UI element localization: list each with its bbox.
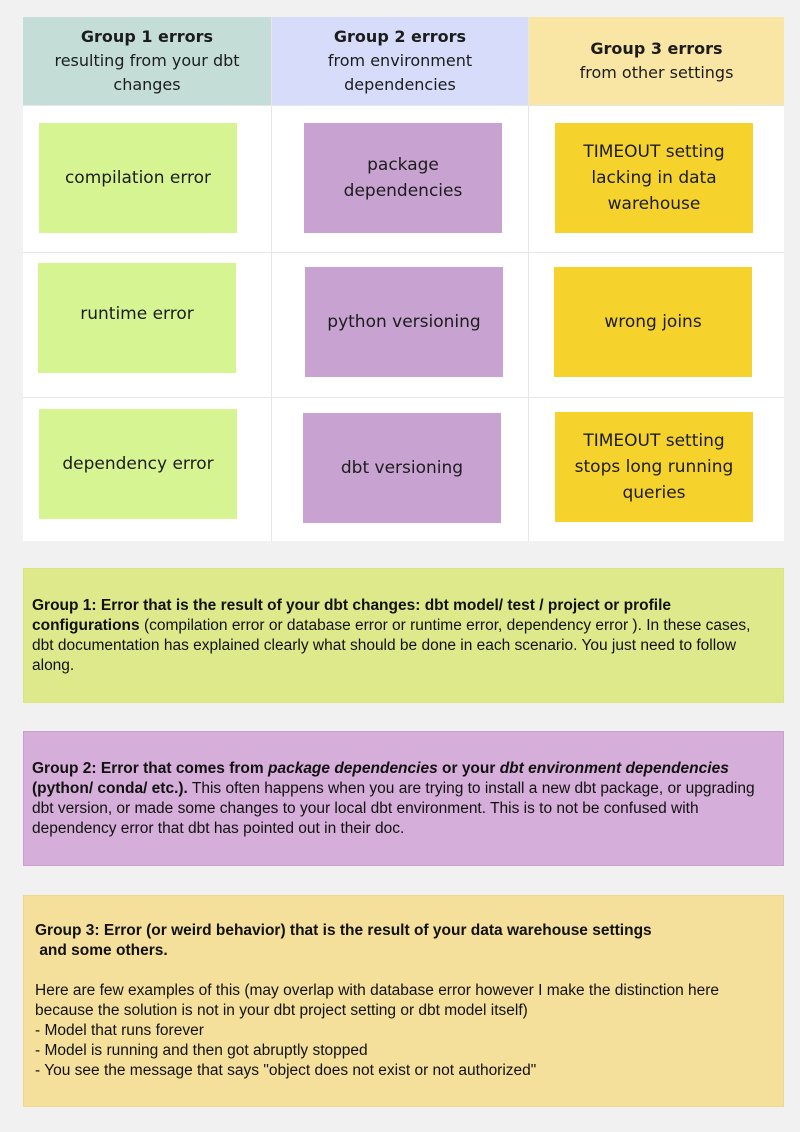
row-divider [23, 252, 784, 253]
sticky-note-dbt-versioning: dbt versioning [303, 413, 501, 523]
group-3-item: - Model is running and then got abruptly stopped [35, 1042, 368, 1059]
group-2-heading: Group 2: Error that comes from [32, 759, 268, 777]
sticky-note-timeout-lacking: TIMEOUT setting lacking in data warehouse [555, 123, 753, 233]
header-group-1 [23, 17, 271, 105]
group-3-description [23, 895, 784, 1107]
sticky-note-dependency-error: dependency error [39, 409, 237, 519]
group-1-heading: Group 1: Error that is the result of your dbt changes: dbt model/ test / project or profile configurations [32, 596, 672, 634]
sticky-note-runtime-error: runtime error [38, 263, 236, 373]
sticky-note-compilation-error: compilation error [39, 123, 237, 233]
group-3-heading-line2: and some others. [39, 942, 168, 959]
group-2-description [23, 731, 784, 866]
sticky-note-package-dependencies: package dependencies [304, 123, 502, 233]
header-subtitle: from other settings [579, 63, 734, 82]
header-title: Group 3 errors [590, 39, 723, 58]
header-title: Group 2 errors [333, 27, 467, 46]
group-2-text: This often happens when you are trying to install a new dbt package, or upgrading dbt version, or made some changes to your local dbt environment. This is to not be confused with dependency error that dbt has pointed out in their doc. [32, 779, 755, 837]
header-subtitle: resulting from your dbt changes [54, 51, 240, 94]
group-2-heading-cont: or your [437, 759, 500, 777]
sticky-note-wrong-joins: wrong joins [554, 267, 752, 377]
header-subtitle: from environment dependencies [327, 51, 473, 94]
group-1-description [23, 568, 784, 703]
header-group-2 [272, 17, 528, 105]
group-3-item: - You see the message that says "object does not exist or not authorized" [35, 1062, 537, 1079]
group-3-intro: Here are few examples of this (may overlap with database error however I make the distinction here because the solution is not in your dbt project setting or dbt model itself) [35, 982, 720, 1019]
header-group-3 [529, 17, 784, 105]
group-3-item: - Model that runs forever [35, 1022, 204, 1039]
row-divider [23, 397, 784, 398]
group-2-heading-end: (python/ conda/ etc.). [32, 779, 188, 797]
row-divider [23, 105, 784, 106]
sticky-note-timeout-stops: TIMEOUT setting stops long running queries [555, 412, 753, 522]
sticky-note-python-versioning: python versioning [305, 267, 503, 377]
group-1-text: (compilation error or database error or runtime error, dependency error ). In these cases, dbt documentation has explained clearly what should be done in each scenario. You just need to follow along. [32, 616, 751, 674]
column-divider [271, 17, 272, 541]
error-groups-table [23, 17, 784, 541]
header-title: Group 1 errors [80, 27, 214, 46]
group-2-emphasis: dbt environment dependencies [499, 759, 729, 777]
group-3-heading: Group 3: Error (or weird behavior) that is the result of your data warehouse settings [35, 922, 652, 939]
group-2-emphasis: package dependencies [267, 759, 438, 777]
column-divider [528, 17, 529, 541]
